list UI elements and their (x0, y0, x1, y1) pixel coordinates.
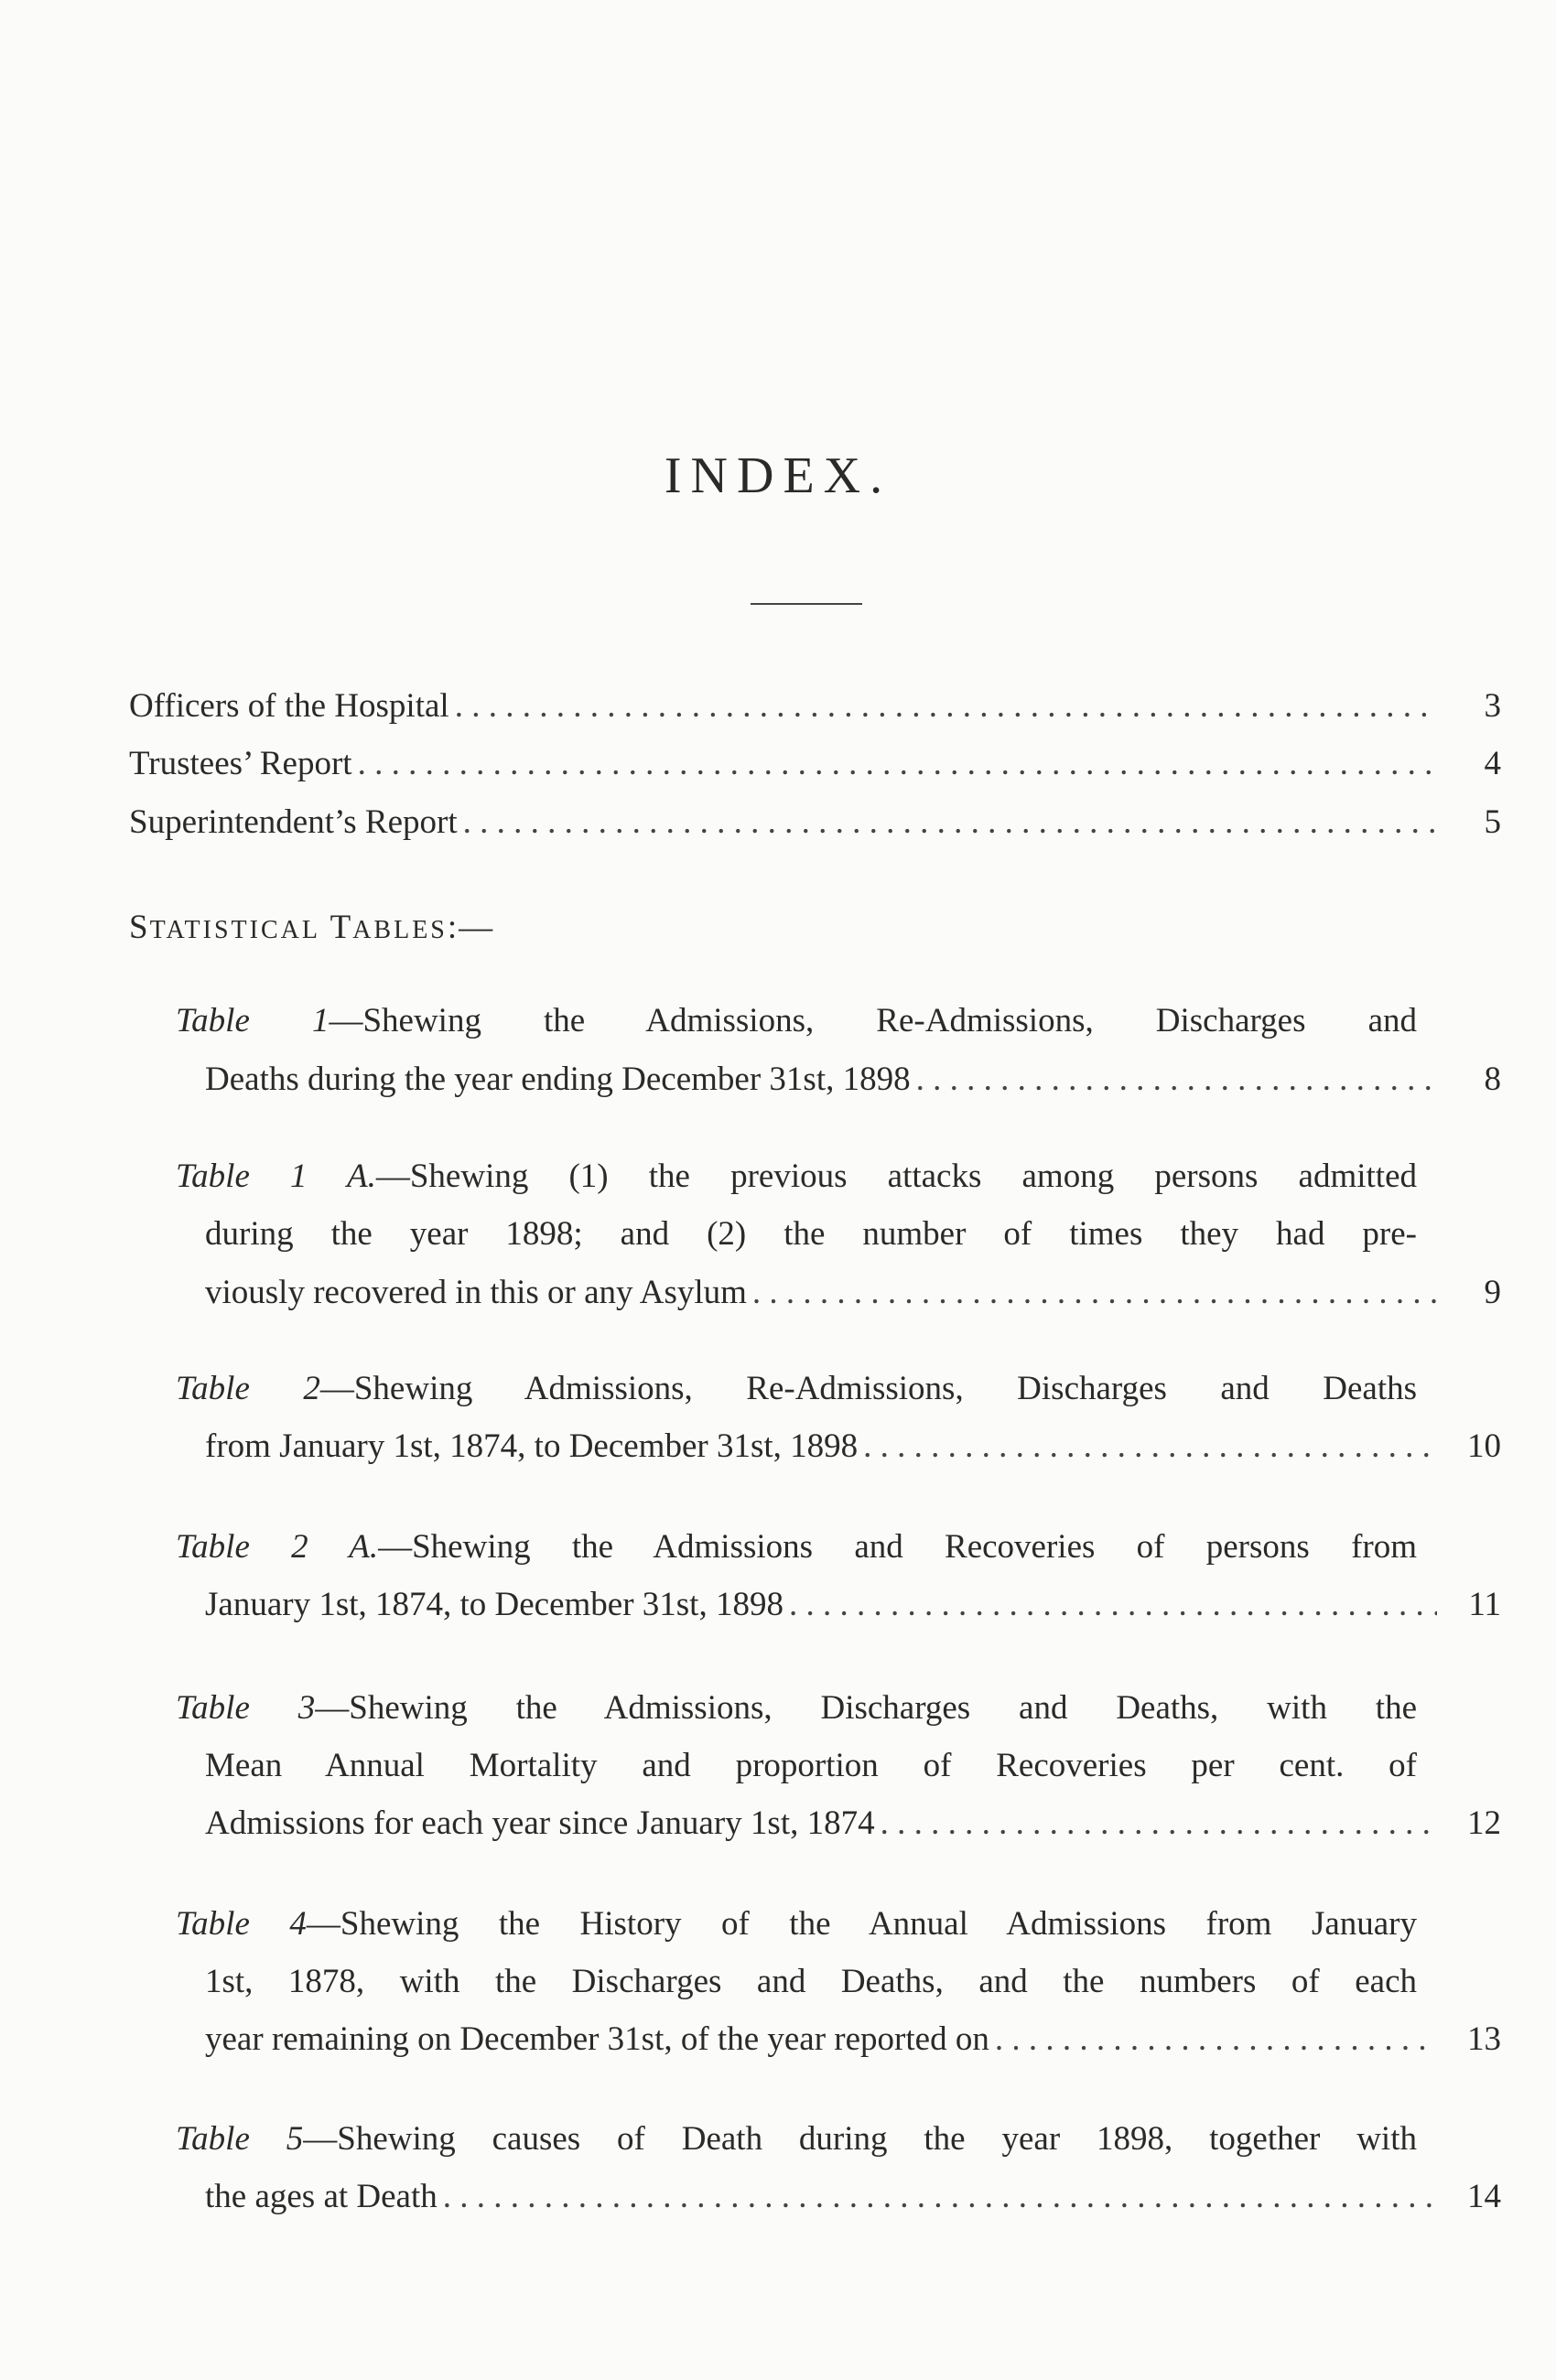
table2a-last: January 1st, 1874, to December 31st, 1898 . . . (205, 1585, 1437, 1625)
index-title: INDEX. (664, 447, 892, 504)
entry-label: Officers of the Hospital (129, 687, 449, 725)
table3-line1: Table 3—Shewing the Admissions, Discharges and Deaths, with the (176, 1689, 1417, 1727)
leader-dots (455, 686, 1438, 727)
leader-dots (443, 2177, 1437, 2217)
table2-line1: Table 2—Shewing Admissions, Re-Admissions, Discharges and Deaths (176, 1370, 1417, 1407)
table5-line1: Table 5—Shewing causes of Death during the year 1898, together with (176, 2120, 1417, 2158)
table5-page: 14 (1467, 2178, 1501, 2215)
leader-dots (863, 1427, 1437, 1467)
section-heading: STATISTICAL TABLES:— (129, 909, 495, 946)
table2-last: from January 1st, 1874, to December 31st, 1898 . . . (205, 1427, 1437, 1467)
table-name: Table 4 (176, 1905, 307, 1943)
table1-page: 8 (1484, 1061, 1501, 1098)
leader-dots (881, 1804, 1437, 1844)
entry-page: 4 (1484, 745, 1501, 782)
leader-dots (463, 802, 1438, 843)
table5-last: the ages at Death . . . (205, 2177, 1437, 2217)
leader-dots (358, 744, 1438, 784)
entry-page: 3 (1484, 687, 1501, 725)
table2a-page: 11 (1468, 1586, 1501, 1623)
table-name: Table 1 A. (176, 1158, 376, 1195)
table4-line2: 1st, 1878, with the Discharges and Deaths, and the numbers of each (205, 1963, 1417, 2000)
table-name: Table 5 (176, 2120, 304, 2158)
leader-dots (916, 1060, 1437, 1100)
table1a-line1: Table 1 A.—Shewing (1) the previous attacks among persons admitted (176, 1158, 1417, 1195)
table2-page: 10 (1467, 1427, 1501, 1465)
table-name: Table 2 A. (176, 1528, 379, 1566)
table3-line2: Mean Annual Mortality and proportion of Recoveries per cent. of (205, 1747, 1417, 1784)
entry-page: 5 (1484, 803, 1501, 841)
leader-dots (752, 1273, 1437, 1313)
table1a-page: 9 (1484, 1274, 1501, 1311)
leader-dots (995, 2019, 1437, 2060)
table1a-last: viously recovered in this or any Asylum . . . (205, 1273, 1437, 1313)
table1-last: Deaths during the year ending December 31st, 1898 . . . (205, 1060, 1437, 1100)
entry-label: Superintendent’s Report (129, 803, 458, 841)
table-name: Table 3 (176, 1689, 316, 1727)
table2a-line1: Table 2 A.—Shewing the Admissions and Recoveries of persons from (176, 1528, 1417, 1566)
entry-label: Trustees’ Report (129, 745, 352, 782)
table4-page: 13 (1467, 2020, 1501, 2058)
entry-officers (129, 686, 1438, 727)
table4-last: year remaining on December 31st, of the year reported on . . . (205, 2019, 1437, 2060)
table3-last: Admissions for each year since January 1st, 1874 . . . (205, 1804, 1437, 1844)
table-name: Table 2 (176, 1370, 320, 1407)
table-name: Table 1 (176, 1002, 330, 1039)
table4-line1: Table 4—Shewing the History of the Annual Admissions from January (176, 1905, 1418, 1943)
leader-dots (789, 1585, 1437, 1625)
entry-superintendent (129, 802, 1438, 843)
table3-page: 12 (1467, 1804, 1501, 1842)
table1-line1: Table 1—Shewing the Admissions, Re-Admissions, Discharges and (176, 1002, 1417, 1039)
table1a-line2: during the year 1898; and (2) the number of times they had pre- (205, 1215, 1417, 1253)
title-rule (751, 603, 862, 605)
entry-trustees (129, 744, 1438, 784)
